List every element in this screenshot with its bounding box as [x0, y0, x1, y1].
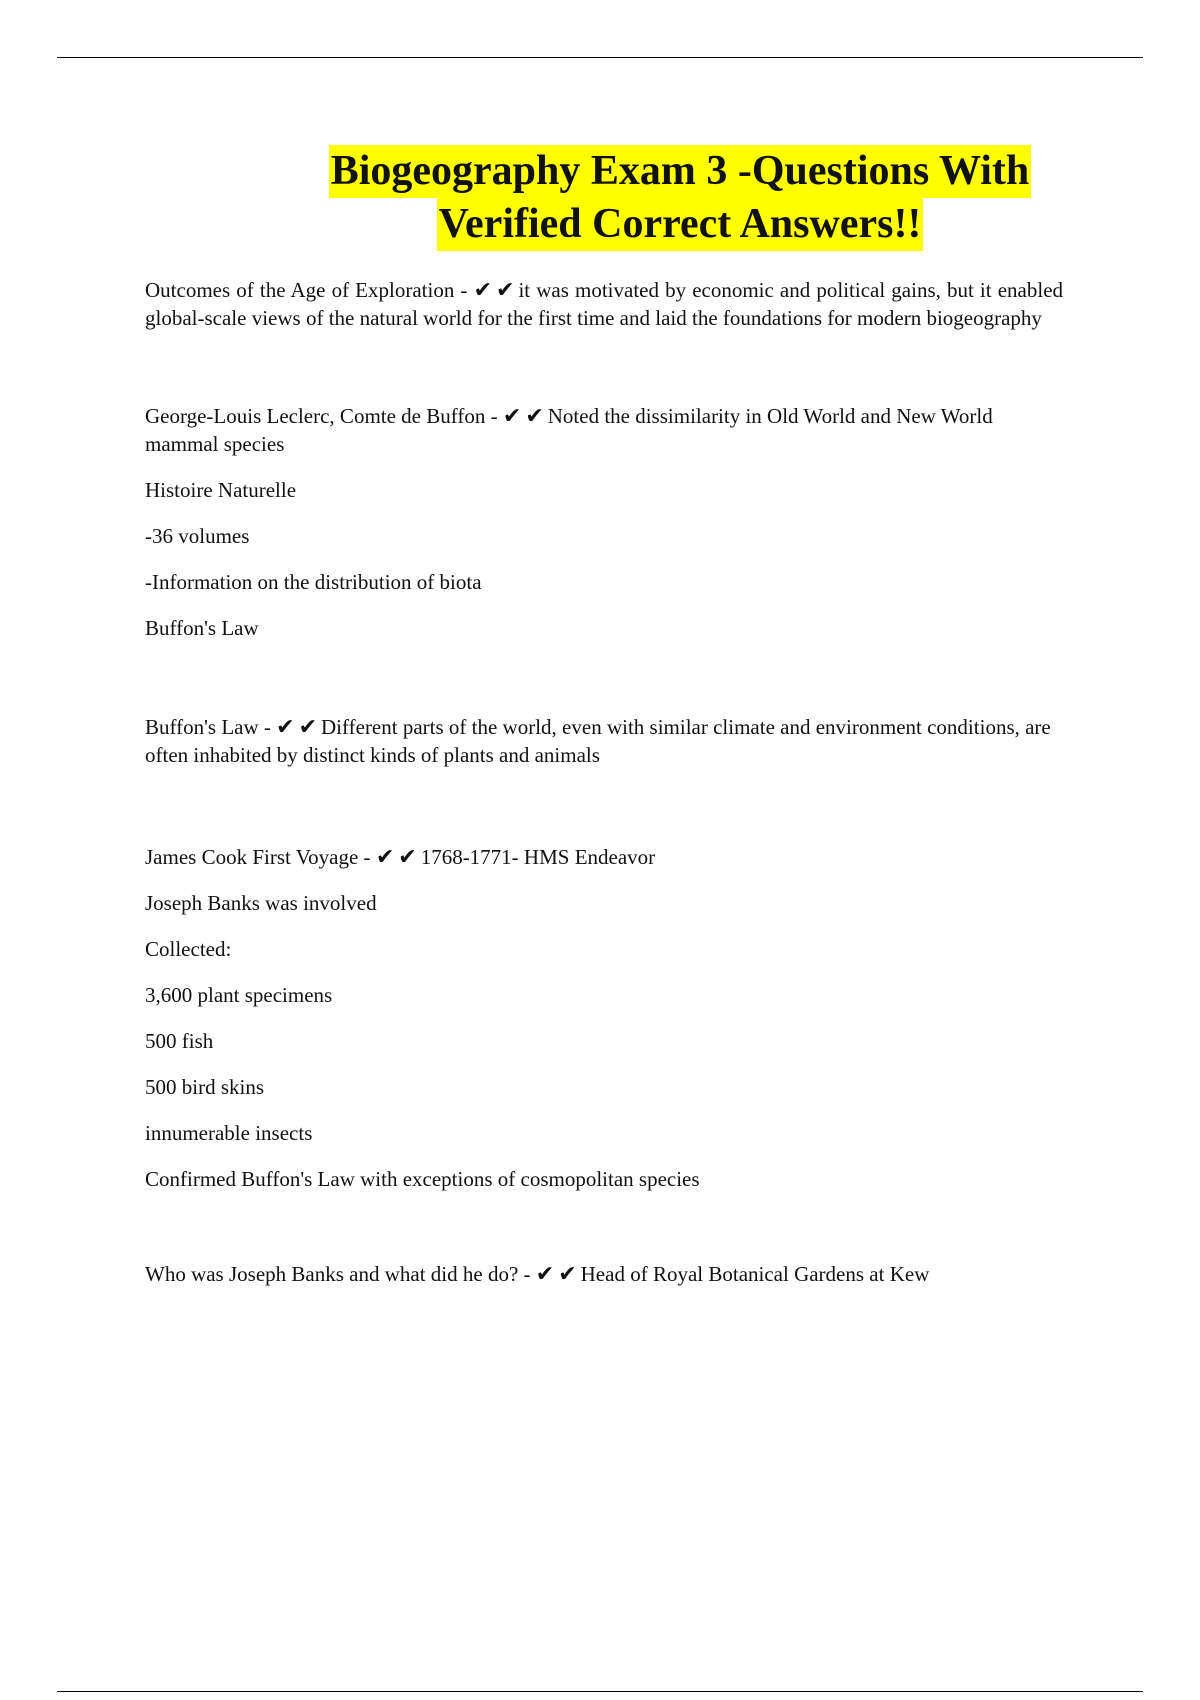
- question-term: Buffon's Law -: [145, 715, 271, 739]
- checkmark-icon: ✔: [398, 845, 417, 870]
- checkmark-icon: ✔: [375, 845, 395, 870]
- answer-text: 1768-1771- HMS Endeavor: [420, 845, 656, 869]
- check-pair: [536, 1262, 581, 1286]
- checkmark-icon: ✔: [535, 1262, 555, 1287]
- title-line-2: Verified Correct Answers!!: [437, 198, 924, 251]
- title-line-1: Biogeography Exam 3 -Questions With: [329, 145, 1032, 198]
- checkmark-icon: ✔: [502, 404, 522, 429]
- qa-first-line: [145, 843, 1063, 871]
- checkmark-icon: ✔: [496, 278, 515, 303]
- check-pair: [376, 845, 421, 869]
- check-pair: [503, 404, 548, 428]
- answer-line: 500 fish: [145, 1029, 214, 1053]
- checkmark-icon: ✔: [525, 404, 544, 429]
- qa-first-line: [145, 276, 1063, 332]
- question-term: Who was Joseph Banks and what did he do? -: [145, 1262, 531, 1286]
- answer-text: Head of Royal Botanical Gardens at Kew: [580, 1262, 930, 1286]
- answer-line: -Information on the distribution of biota: [145, 570, 482, 594]
- answer-text: it was motivated by economic and political gains, but it enabled global-scale views of the natural world for the first time and laid the foundations for modern biogeography: [145, 278, 1064, 330]
- qa-entry-james-cook: [145, 843, 1063, 1193]
- check-pair: [474, 278, 519, 302]
- qa-entry-joseph-banks: [145, 1260, 1063, 1288]
- qa-first-line: [145, 402, 1063, 458]
- answer-text: Noted the dissimilarity in Old World and New World mammal species: [145, 404, 993, 456]
- qa-first-line: [145, 1260, 1063, 1288]
- qa-entry-buffons-law: [145, 713, 1063, 769]
- question-term: Outcomes of the Age of Exploration -: [145, 278, 468, 302]
- top-rule: [57, 57, 1143, 58]
- answer-line: innumerable insects: [145, 1121, 313, 1145]
- qa-first-line: [145, 713, 1063, 769]
- qa-entry-buffon: [145, 402, 1063, 642]
- document-title: [300, 145, 1060, 251]
- answer-line: Histoire Naturelle: [145, 478, 297, 502]
- bottom-rule: [57, 1691, 1143, 1692]
- answer-text: Different parts of the world, even with similar climate and environment conditions, are often inhabited by distinct kinds of plants and animals: [145, 715, 1051, 767]
- answer-line: Joseph Banks was involved: [145, 891, 377, 915]
- checkmark-icon: ✔: [473, 278, 492, 303]
- answer-line: Buffon's Law: [145, 616, 259, 640]
- checkmark-icon: ✔: [298, 715, 318, 740]
- document-body: [145, 276, 1063, 1288]
- question-term: George-Louis Leclerc, Comte de Buffon -: [145, 404, 498, 428]
- answer-line: 500 bird skins: [145, 1075, 265, 1099]
- answer-line: -36 volumes: [145, 524, 250, 548]
- question-term: James Cook First Voyage -: [145, 845, 371, 869]
- answer-line: 3,600 plant specimens: [145, 983, 333, 1007]
- answer-line: Confirmed Buffon's Law with exceptions of cosmopolitan species: [145, 1167, 700, 1191]
- checkmark-icon: ✔: [276, 715, 295, 740]
- answer-line: Collected:: [145, 937, 232, 961]
- qa-entry-age-of-exploration: [145, 276, 1063, 332]
- check-pair: [276, 715, 321, 739]
- checkmark-icon: ✔: [558, 1262, 577, 1287]
